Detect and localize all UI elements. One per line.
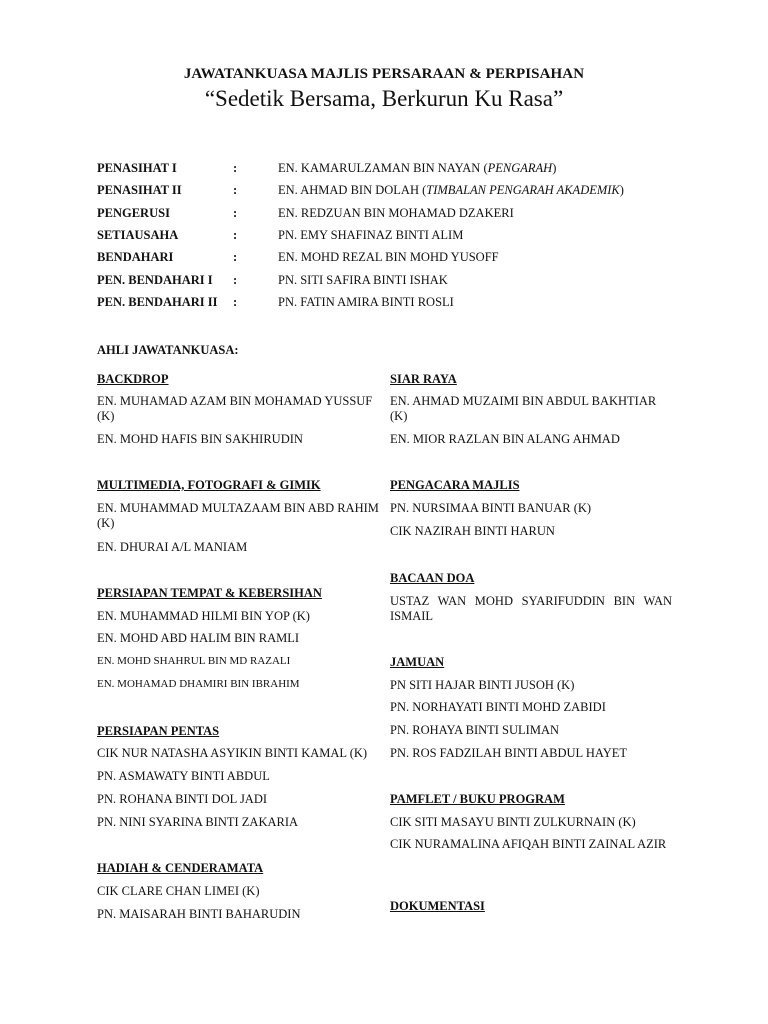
committee-title-stage: PERSIAPAN PENTAS	[97, 724, 220, 738]
committee-title-pamphlet: PAMFLET / BUKU PROGRAM	[390, 792, 565, 806]
committee-member: PN. NORHAYATI BINTI MOHD ZABIDI	[390, 700, 606, 714]
officer-name: PN. SITI SAFIRA BINTI ISHAK	[278, 273, 448, 287]
committee-member: PN. NURSIMAA BINTI BANUAR (K)	[390, 501, 592, 515]
committee-member: PN. ASMAWATY BINTI ABDUL	[97, 769, 270, 783]
committee-member: EN. MIOR RAZLAN BIN ALANG AHMAD	[390, 432, 620, 446]
officer-name: EN. MOHD REZAL BIN MOHD YUSOFF	[278, 250, 499, 264]
members-heading: AHLI JAWATANKUASA:	[97, 343, 239, 357]
committee-title-broadcast: SIAR RAYA	[390, 372, 457, 386]
officer-role: BENDAHARI	[97, 250, 174, 264]
officer-colon: :	[233, 250, 238, 264]
committee-member: PN. MAISARAH BINTI BAHARUDIN	[97, 907, 301, 921]
committee-member: EN. MOHD SHAHRUL BIN MD RAZALI	[97, 655, 291, 667]
officer-colon: :	[233, 228, 238, 242]
officer-name: EN. KAMARULZAMAN BIN NAYAN (PENGARAH)	[278, 161, 557, 175]
officer-position-note: TIMBALAN PENGARAH AKADEMIK	[426, 183, 620, 197]
committee-title-catering: JAMUAN	[390, 655, 445, 669]
officer-name: EN. AHMAD BIN DOLAH (TIMBALAN PENGARAH AKADEMIK)	[278, 183, 624, 197]
officer-colon: :	[233, 161, 238, 175]
officer-role: PENASIHAT II	[97, 183, 182, 197]
committee-member: EN. DHURAI A/L MANIAM	[97, 540, 248, 554]
committee-title-venue: PERSIAPAN TEMPAT & KEBERSIHAN	[97, 586, 322, 600]
document-subtitle: “Sedetik Bersama, Berkurun Ku Rasa”	[204, 86, 564, 111]
committee-member: EN. MOHAMAD DHAMIRI BIN IBRAHIM	[97, 678, 300, 690]
committee-member: PN. NINI SYARINA BINTI ZAKARIA	[97, 815, 299, 829]
committee-member: PN. ROHANA BINTI DOL JADI	[97, 792, 268, 806]
officer-colon: :	[233, 183, 238, 197]
committee-member: PN SITI HAJAR BINTI JUSOH (K)	[390, 678, 575, 692]
officer-name: PN. FATIN AMIRA BINTI ROSLI	[278, 295, 454, 309]
committee-title-documentation: DOKUMENTASI	[390, 899, 485, 913]
committee-member: USTAZ WAN MOHD SYARIFUDDIN BIN WAN ISMAIL	[390, 594, 672, 623]
officer-role: PEN. BENDAHARI I	[97, 273, 213, 287]
committee-member: CIK SITI MASAYU BINTI ZULKURNAIN (K)	[390, 815, 636, 829]
committee-title-prayer: BACAAN DOA	[390, 571, 475, 585]
committee-member: EN. MUHAMMAD MULTAZAAM BIN ABD RAHIM (K)	[97, 501, 379, 530]
officer-colon: :	[233, 206, 238, 220]
committee-title-multimedia: MULTIMEDIA, FOTOGRAFI & GIMIK	[97, 478, 321, 492]
committee-member: EN. MOHD HAFIS BIN SAKHIRUDIN	[97, 432, 303, 446]
officer-colon: :	[233, 273, 238, 287]
document-title: JAWATANKUASA MAJLIS PERSARAAN & PERPISAHAN	[183, 66, 585, 82]
committee-member: CIK NUR NATASHA ASYIKIN BINTI KAMAL (K)	[97, 746, 368, 760]
committee-title-emcee: PENGACARA MAJLIS	[390, 478, 520, 492]
committee-title-backdrop: BACKDROP	[97, 372, 169, 386]
committee-member: EN. MUHAMAD AZAM BIN MOHAMAD YUSSUF (K)	[97, 394, 373, 423]
officer-name: EN. REDZUAN BIN MOHAMAD DZAKERI	[278, 206, 514, 220]
committee-member: EN. MUHAMMAD HILMI BIN YOP (K)	[97, 609, 310, 623]
officer-role: SETIAUSAHA	[97, 228, 179, 242]
officer-role: PEN. BENDAHARI II	[97, 295, 218, 309]
officer-name: PN. EMY SHAFINAZ BINTI ALIM	[278, 228, 464, 242]
officer-colon: :	[233, 295, 238, 309]
committee-title-gifts: HADIAH & CENDERAMATA	[97, 861, 264, 875]
committee-member: CIK NURAMALINA AFIQAH BINTI ZAINAL AZIR	[390, 837, 667, 851]
officer-role: PENASIHAT I	[97, 161, 177, 175]
committee-member: EN. MOHD ABD HALIM BIN RAMLI	[97, 631, 300, 645]
committee-member: CIK CLARE CHAN LIMEI (K)	[97, 884, 260, 898]
committee-member: EN. AHMAD MUZAIMI BIN ABDUL BAKHTIAR (K)	[390, 394, 657, 423]
committee-member: PN. ROS FADZILAH BINTI ABDUL HAYET	[390, 746, 628, 760]
committee-member: PN. ROHAYA BINTI SULIMAN	[390, 723, 560, 737]
committee-member: CIK NAZIRAH BINTI HARUN	[390, 524, 555, 538]
officer-position-note: PENGARAH	[487, 161, 553, 175]
officer-role: PENGERUSI	[97, 206, 170, 220]
